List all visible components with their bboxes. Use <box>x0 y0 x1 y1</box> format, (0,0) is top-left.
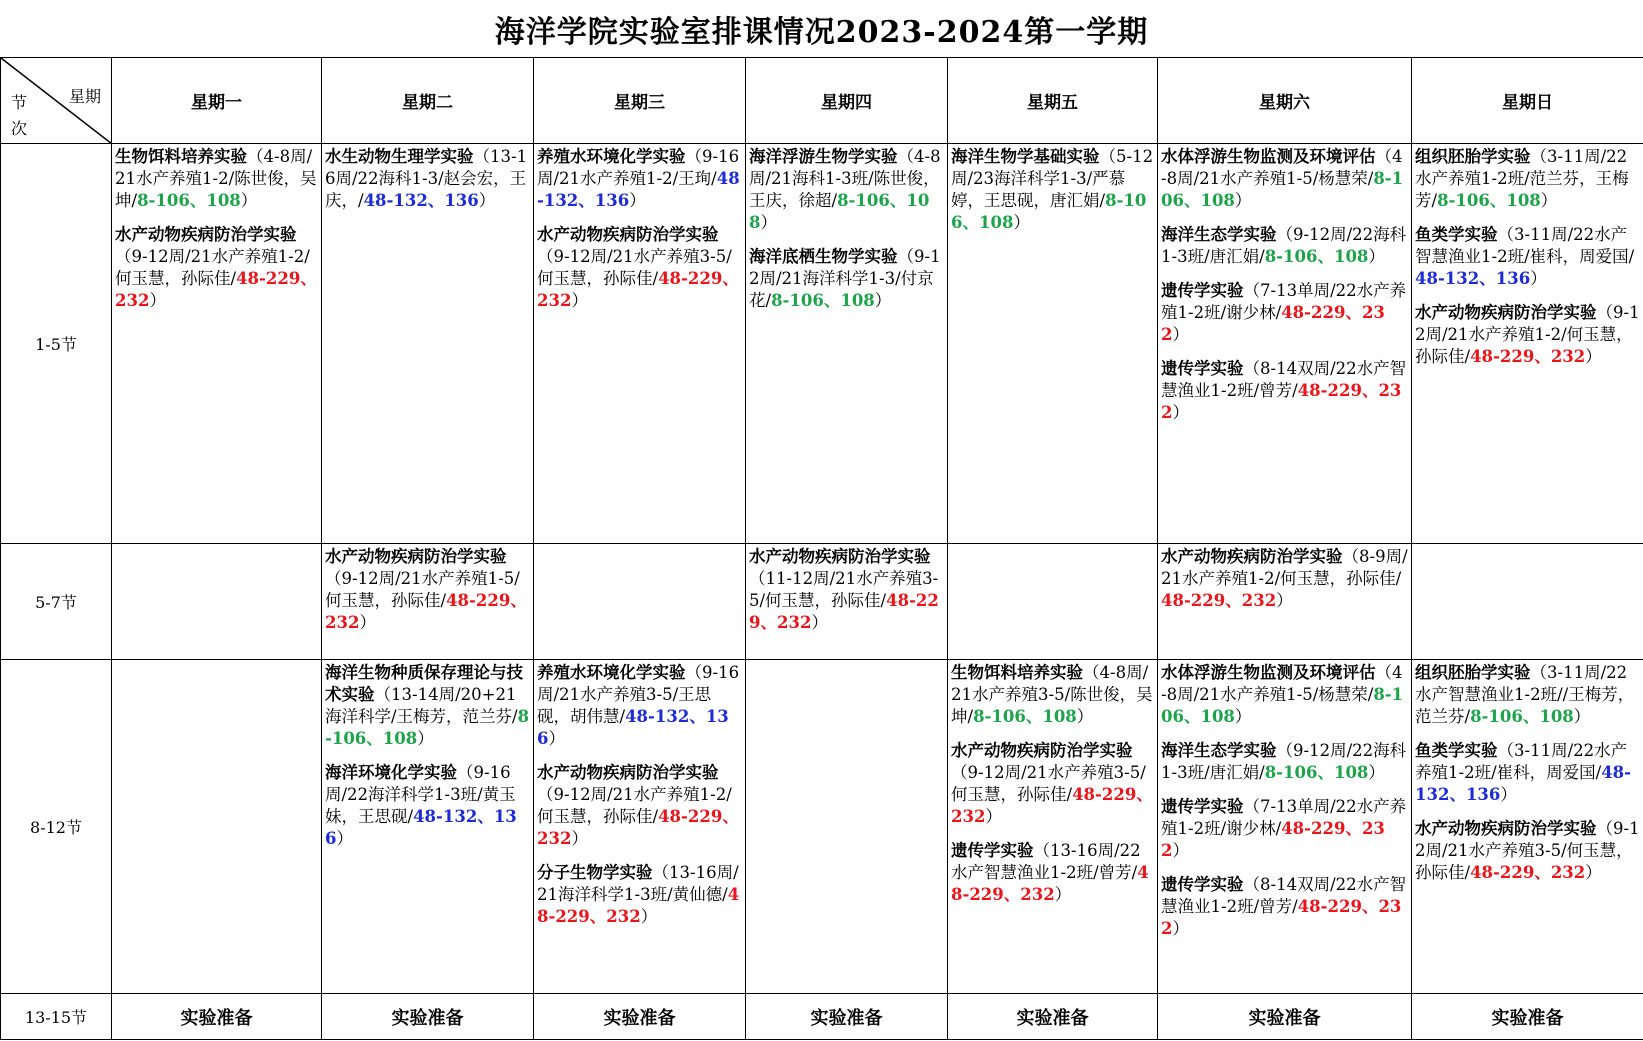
course-entry <box>749 546 944 634</box>
room-number: 48-229、232 <box>1161 303 1385 344</box>
course-entry <box>1415 818 1640 884</box>
schedule-cell-wed <box>534 544 746 660</box>
course-entry <box>325 662 530 750</box>
course-name: 生物饵料培养实验 <box>951 663 1083 682</box>
course-info: （4-8周/21水产养殖3-5/陈世俊，吴坤/ <box>951 663 1153 726</box>
course-info-tail: ） <box>1573 707 1591 726</box>
prep-cell-thu: 实验准备 <box>746 994 948 1040</box>
course-info: （9-12周/21水产养殖3-5/何玉慧，孙际佳/ <box>1415 819 1640 882</box>
room-number: 48-229、232 <box>1161 897 1402 938</box>
schedule-cell-mon <box>112 144 322 544</box>
schedule-cell-tue <box>322 660 534 994</box>
course-entry <box>1161 224 1408 268</box>
course-info: （9-12周/21水产养殖1-2/何玉慧，孙际佳/ <box>1415 303 1640 366</box>
room-number: 48-132、136 <box>1415 763 1632 804</box>
course-name: 海洋环境化学实验 <box>325 763 457 782</box>
slot-label: 13-15节 <box>1 994 112 1040</box>
course-info: （8-14双周/22水产智慧渔业1-2班/曾芳/ <box>1161 359 1407 400</box>
day-header-wed: 星期三 <box>534 58 746 144</box>
course-info-tail: ） <box>1530 269 1547 288</box>
course-info-tail: ） <box>811 613 828 632</box>
course-info-tail: ） <box>240 191 258 210</box>
course-entry <box>537 662 742 750</box>
schedule-cell-sun <box>1412 660 1643 994</box>
schedule-cell-tue <box>322 144 534 544</box>
course-entry <box>1161 146 1408 212</box>
prep-cell-sat: 实验准备 <box>1158 994 1412 1040</box>
room-number: 8-106、108 <box>1437 191 1541 210</box>
room-number: 8-106、108 <box>1264 247 1369 266</box>
course-info: （4-8周/21水产养殖1-5/杨慧荣/ <box>1161 147 1403 188</box>
course-name: 遗传学实验 <box>1161 875 1244 894</box>
room-number: 48-229、232 <box>951 785 1153 826</box>
course-name: 遗传学实验 <box>1161 359 1244 378</box>
schedule-row-13-15 <box>1 994 1643 1040</box>
course-name: 生物饵料培养实验 <box>115 147 247 166</box>
course-entry <box>1161 662 1408 728</box>
course-info-tail: ） <box>1585 347 1602 366</box>
course-info-tail: ） <box>1013 213 1030 232</box>
schedule-row-1-5 <box>1 144 1643 544</box>
header-row <box>1 58 1643 144</box>
room-number: 48-229、232 <box>1161 381 1402 422</box>
course-info: （9-16周/21水产养殖1-2/王珣/ <box>537 147 740 188</box>
course-entry <box>1161 740 1408 784</box>
course-info-tail: ） <box>874 291 892 310</box>
corner-slot-label-1: 节 <box>11 93 28 112</box>
course-name: 海洋浮游生物学实验 <box>749 147 898 166</box>
course-name: 水产动物疾病防治学实验 <box>1415 819 1597 838</box>
course-info-tail: ） <box>1500 785 1517 804</box>
course-name: 遗传学实验 <box>1161 797 1244 816</box>
course-entry <box>1415 146 1640 212</box>
course-info-tail: ） <box>1172 403 1189 422</box>
course-entry <box>115 224 318 312</box>
course-name: 鱼类学实验 <box>1415 741 1498 760</box>
course-name: 组织胚胎学实验 <box>1415 147 1531 166</box>
prep-cell-tue: 实验准备 <box>322 994 534 1040</box>
course-info-tail: ） <box>417 729 434 748</box>
course-name: 水体浮游生物监测及环境评估 <box>1161 663 1376 682</box>
course-info-tail: ） <box>1172 919 1189 938</box>
page-title: 海洋学院实验室排课情况2023-2024第一学期 <box>494 15 1149 50</box>
room-number: 8-106、108 <box>1264 763 1369 782</box>
slot-label: 8-12节 <box>1 660 112 994</box>
course-entry <box>1161 546 1408 612</box>
course-info-tail: ） <box>760 213 777 232</box>
course-name: 水产动物疾病防治学实验 <box>325 547 507 566</box>
room-number: 48-132、136 <box>1415 269 1531 288</box>
course-info: （8-14双周/22水产智慧渔业1-2班/曾芳/ <box>1161 875 1407 916</box>
course-name: 鱼类学实验 <box>1415 225 1498 244</box>
course-name: 水产动物疾病防治学实验 <box>115 225 297 244</box>
room-number: 48-229、232 <box>1161 819 1385 860</box>
corner-day-label: 星期 <box>68 87 101 106</box>
prep-cell-fri: 实验准备 <box>948 994 1158 1040</box>
course-info: （9-12周/21海洋科学1-3/付京花/ <box>749 247 941 310</box>
room-number: 48-132、136 <box>325 807 517 848</box>
course-info: （7-13单周/22水产养殖1-2班/谢少林/ <box>1161 797 1407 838</box>
course-name: 遗传学实验 <box>951 841 1034 860</box>
day-header-fri: 星期五 <box>948 58 1158 144</box>
course-name: 分子生物学实验 <box>537 863 653 882</box>
room-number: 48-132、136 <box>537 707 729 748</box>
room-number: 8-106、108 <box>137 191 241 210</box>
course-info-tail: ） <box>478 191 496 210</box>
room-number: 8-106、108 <box>325 707 530 748</box>
course-name: 水产动物疾病防治学实验 <box>749 547 931 566</box>
course-info-tail: ） <box>1540 191 1558 210</box>
room-number: 8-106、108 <box>973 707 1077 726</box>
course-info-tail: ） <box>571 291 588 310</box>
course-entry <box>537 762 742 850</box>
course-entry <box>951 662 1154 728</box>
course-info-tail: ） <box>640 907 658 926</box>
room-number: 48-132、136 <box>363 191 479 210</box>
course-name: 遗传学实验 <box>1161 281 1244 300</box>
corner-cell <box>1 58 112 144</box>
course-name: 海洋生态学实验 <box>1161 741 1277 760</box>
course-entry <box>1415 224 1640 290</box>
course-info: （13-14周/20+21海洋科学/王梅芳，范兰芬/ <box>325 685 518 726</box>
schedule-cell-thu <box>746 544 948 660</box>
course-entry <box>1161 796 1408 862</box>
course-name: 水产动物疾病防治学实验 <box>1415 303 1597 322</box>
course-name: 海洋生物种质保存理论与技术实验 <box>325 663 523 704</box>
schedule-cell-sun <box>1412 544 1643 660</box>
course-entry <box>1415 740 1640 806</box>
course-info: （13-16周/21海洋科学1-3班/黄仙德/ <box>537 863 739 904</box>
prep-cell-sun: 实验准备 <box>1412 994 1643 1040</box>
course-info-tail: ） <box>1054 885 1072 904</box>
course-entry <box>1161 874 1408 940</box>
course-name: 养殖水环境化学实验 <box>537 147 686 166</box>
course-info-tail: ） <box>985 807 1002 826</box>
room-number: 48-229、232 <box>325 591 527 632</box>
course-entry <box>537 224 742 312</box>
course-name: 水产动物疾病防治学实验 <box>951 741 1133 760</box>
course-info: （3-11周/22水产智慧渔业1-2班/崔科，周爱国/ <box>1415 225 1635 266</box>
course-info: （4-8周/21水产养殖1-5/杨慧荣/ <box>1161 663 1403 704</box>
course-info: （4-8周/21海科1-3班/陈世俊，王庆，徐超/ <box>749 147 941 210</box>
course-entry <box>537 146 742 212</box>
course-info: （9-12周/21水产养殖3-5/何玉慧，孙际佳/ <box>537 247 732 288</box>
room-number: 48-229、232 <box>1470 863 1586 882</box>
course-info-tail: ） <box>571 829 588 848</box>
slot-label: 5-7节 <box>1 544 112 660</box>
course-entry <box>325 146 530 212</box>
course-info-tail: ） <box>1172 325 1189 344</box>
schedule-cell-wed <box>534 144 746 544</box>
room-number: 48-132、136 <box>537 169 740 210</box>
course-entry <box>537 862 742 928</box>
course-info-tail: ） <box>629 191 646 210</box>
course-info: （9-16周/21水产养殖3-5/王思砚，胡伟慧/ <box>537 663 740 726</box>
schedule-cell-thu <box>746 660 948 994</box>
course-info: （3-11周/22水产养殖1-2班/范兰芬，王梅芳/ <box>1415 147 1629 210</box>
course-info: （8-9周/21水产养殖1-2/何玉慧，孙际佳/ <box>1161 547 1408 588</box>
course-entry <box>325 762 530 850</box>
room-number: 8-106、108 <box>771 291 875 310</box>
course-name: 海洋生物学基础实验 <box>951 147 1100 166</box>
day-header-thu: 星期四 <box>746 58 948 144</box>
prep-cell-mon: 实验准备 <box>112 994 322 1040</box>
schedule-cell-tue <box>322 544 534 660</box>
course-info-tail: ） <box>149 291 166 310</box>
schedule-cell-sat <box>1158 660 1412 994</box>
schedule-cell-sun <box>1412 144 1643 544</box>
course-info-tail: ） <box>548 729 565 748</box>
course-info-tail: ） <box>1234 707 1252 726</box>
room-number: 48-229、232 <box>1161 591 1277 610</box>
room-number: 8-106、108 <box>749 191 930 232</box>
day-header-mon: 星期一 <box>112 58 322 144</box>
course-info: （11-12周/21水产养殖3-5/何玉慧，孙际佳/ <box>749 569 939 610</box>
room-number: 48-229、232 <box>749 591 939 632</box>
room-number: 48-229、232 <box>951 863 1149 904</box>
course-entry <box>749 246 944 312</box>
course-info: （9-12周/22海科1-3班/唐汇娟/ <box>1161 741 1407 782</box>
course-entry <box>325 546 530 634</box>
course-entry <box>951 740 1154 828</box>
course-info: （4-8周/21水产养殖1-2/陈世俊，吴坤/ <box>115 147 317 210</box>
room-number: 48-229、232 <box>1470 347 1586 366</box>
course-name: 水产动物疾病防治学实验 <box>1161 547 1343 566</box>
schedule-row-5-7 <box>1 544 1643 660</box>
course-name: 水产动物疾病防治学实验 <box>537 763 719 782</box>
schedule-cell-sat <box>1158 144 1412 544</box>
course-info: （3-11周/22水产养殖1-2班/崔科，周爱国/ <box>1415 741 1628 782</box>
course-info: （9-16周/22海洋科学1-3班/黄玉妹，王思砚/ <box>325 763 516 826</box>
course-info-tail: ） <box>1234 191 1252 210</box>
day-header-tue: 星期二 <box>322 58 534 144</box>
course-info: （9-12周/22海科1-3班/唐汇娟/ <box>1161 225 1407 266</box>
course-name: 组织胚胎学实验 <box>1415 663 1531 682</box>
course-info: （3-11周/22水产智慧渔业1-2班//王梅芳，范兰芬/ <box>1415 663 1635 726</box>
course-info: （5-12周/23海洋科学1-3/严慕婷，王思砚，唐汇娟/ <box>951 147 1154 210</box>
course-name: 水体浮游生物监测及环境评估 <box>1161 147 1376 166</box>
course-entry <box>1161 358 1408 424</box>
course-name: 海洋生态学实验 <box>1161 225 1277 244</box>
schedule-cell-thu <box>746 144 948 544</box>
room-number: 8-106、108 <box>1470 707 1574 726</box>
course-info: （13-16周/22水产智慧渔业1-2班/曾芳/ <box>951 841 1141 882</box>
course-info-tail: ） <box>1276 591 1293 610</box>
course-name: 海洋底栖生物学实验 <box>749 247 898 266</box>
room-number: 48-229、232 <box>537 885 740 926</box>
course-name: 养殖水环境化学实验 <box>537 663 686 682</box>
course-name: 水产动物疾病防治学实验 <box>537 225 719 244</box>
day-header-sat: 星期六 <box>1158 58 1412 144</box>
schedule-cell-mon <box>112 544 322 660</box>
course-info-tail: ） <box>359 613 376 632</box>
schedule-cell-fri <box>948 144 1158 544</box>
course-name: 水生动物生理学实验 <box>325 147 474 166</box>
room-number: 48-229、232 <box>115 269 317 310</box>
course-info-tail: ） <box>1585 863 1602 882</box>
course-info: （9-12周/21水产养殖1-2/何玉慧，孙际佳/ <box>115 247 310 288</box>
course-info: （9-12周/21水产养殖1-2/何玉慧，孙际佳/ <box>537 785 732 826</box>
course-info: （13-16周/22海科1-3/赵会宏，王庆，/ <box>325 147 528 210</box>
course-info-tail: ） <box>1076 707 1094 726</box>
schedule-row-8-12 <box>1 660 1643 994</box>
course-entry <box>951 146 1154 234</box>
room-number: 8-106、108 <box>1161 685 1404 726</box>
course-entry <box>1161 280 1408 346</box>
room-number: 8-106、108 <box>951 191 1147 232</box>
course-info: （7-13单周/22水产养殖1-2班/谢少林/ <box>1161 281 1407 322</box>
course-entry <box>749 146 944 234</box>
day-header-sun: 星期日 <box>1412 58 1643 144</box>
room-number: 48-229、232 <box>537 807 739 848</box>
course-info-tail: ） <box>336 829 353 848</box>
schedule-cell-fri <box>948 544 1158 660</box>
course-info-tail: ） <box>1368 763 1385 782</box>
room-number: 48-229、232 <box>537 269 739 310</box>
corner-slot-label-2: 次 <box>11 119 28 138</box>
slot-label: 1-5节 <box>1 144 112 544</box>
prep-cell-wed: 实验准备 <box>534 994 746 1040</box>
course-info: （9-12周/21水产养殖3-5/何玉慧，孙际佳/ <box>951 763 1146 804</box>
course-entry <box>951 840 1154 906</box>
schedule-cell-wed <box>534 660 746 994</box>
course-entry <box>1415 662 1640 728</box>
course-entry <box>1415 302 1640 368</box>
course-info-tail: ） <box>1368 247 1385 266</box>
room-number: 8-106、108 <box>1161 169 1404 210</box>
course-info-tail: ） <box>1172 841 1189 860</box>
schedule-table <box>0 57 1643 1040</box>
course-entry <box>115 146 318 212</box>
schedule-cell-mon <box>112 660 322 994</box>
course-info: （9-12周/21水产养殖1-5/何玉慧，孙际佳/ <box>325 569 520 610</box>
schedule-cell-fri <box>948 660 1158 994</box>
schedule-cell-sat <box>1158 544 1412 660</box>
